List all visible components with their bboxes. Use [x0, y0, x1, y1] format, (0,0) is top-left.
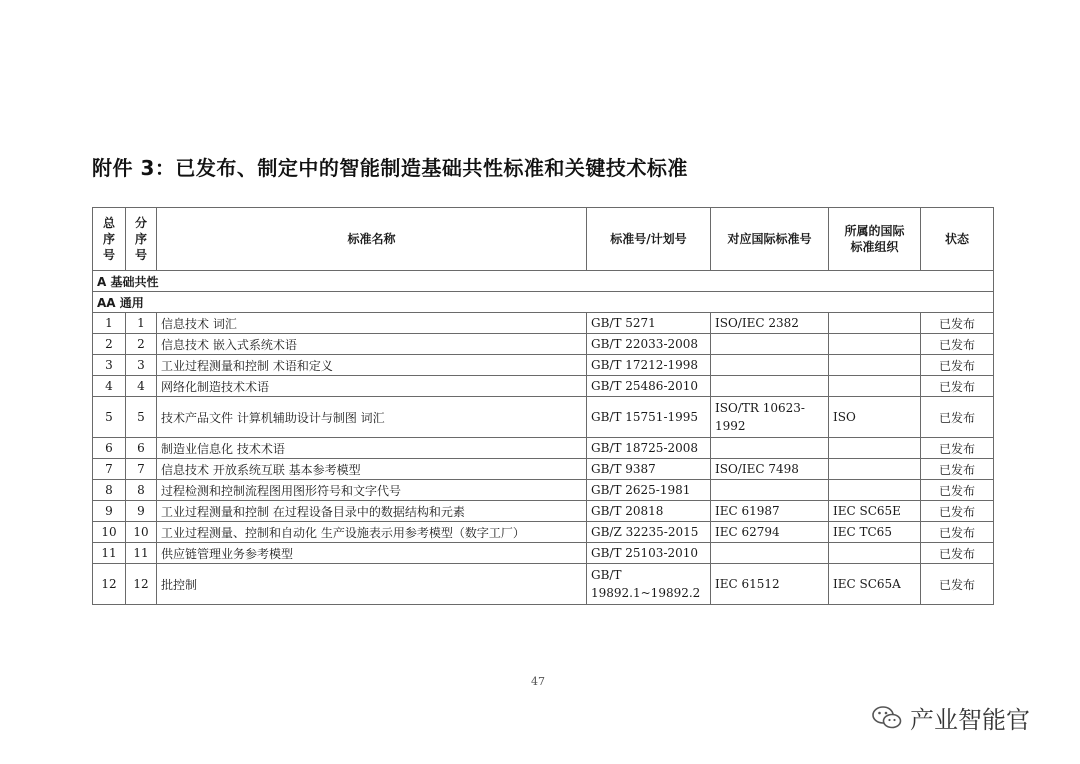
cell-standard-name: 信息技术 词汇 — [157, 313, 587, 334]
table-row — [93, 522, 994, 543]
section-row — [93, 271, 994, 292]
table-row — [93, 376, 994, 397]
cell-intl-org — [829, 543, 921, 564]
cell-sub-no: 6 — [126, 438, 157, 459]
cell-standard-number: GB/T 20818 — [587, 501, 711, 522]
cell-intl-org: ISO — [829, 397, 921, 438]
cell-status: 已发布 — [921, 376, 994, 397]
cell-intl-number: ISO/TR 10623-1992 — [711, 397, 829, 438]
cell-total-no: 12 — [93, 564, 126, 605]
cell-intl-number: ISO/IEC 7498 — [711, 459, 829, 480]
cell-standard-number: GB/T 17212-1998 — [587, 355, 711, 376]
table-row — [93, 501, 994, 522]
cell-sub-no: 10 — [126, 522, 157, 543]
cell-total-no: 6 — [93, 438, 126, 459]
cell-standard-name: 批控制 — [157, 564, 587, 605]
cell-intl-number — [711, 334, 829, 355]
cell-intl-org: IEC SC65E — [829, 501, 921, 522]
cell-status: 已发布 — [921, 480, 994, 501]
cell-intl-number — [711, 543, 829, 564]
cell-status: 已发布 — [921, 397, 994, 438]
header-standard-number: 标准号/计划号 — [587, 208, 711, 271]
wechat-icon — [872, 705, 902, 731]
cell-status: 已发布 — [921, 355, 994, 376]
table-row — [93, 564, 994, 605]
header-sub-no: 分 序 号 — [126, 208, 157, 271]
cell-intl-number — [711, 355, 829, 376]
cell-intl-number: IEC 61512 — [711, 564, 829, 605]
cell-sub-no: 9 — [126, 501, 157, 522]
cell-status: 已发布 — [921, 564, 994, 605]
table-row — [93, 334, 994, 355]
cell-status: 已发布 — [921, 334, 994, 355]
cell-standard-name: 技术产品文件 计算机辅助设计与制图 词汇 — [157, 397, 587, 438]
cell-status: 已发布 — [921, 438, 994, 459]
cell-intl-number: IEC 61987 — [711, 501, 829, 522]
header-row — [93, 208, 994, 271]
cell-sub-no: 7 — [126, 459, 157, 480]
header-total-no: 总 序 号 — [93, 208, 126, 271]
cell-standard-number: GB/T 15751-1995 — [587, 397, 711, 438]
header-intl-number: 对应国际标准号 — [711, 208, 829, 271]
cell-intl-org — [829, 459, 921, 480]
cell-sub-no: 1 — [126, 313, 157, 334]
cell-total-no: 5 — [93, 397, 126, 438]
cell-standard-name: 供应链管理业务参考模型 — [157, 543, 587, 564]
cell-total-no: 4 — [93, 376, 126, 397]
cell-status: 已发布 — [921, 459, 994, 480]
cell-status: 已发布 — [921, 313, 994, 334]
table-row — [93, 480, 994, 501]
cell-intl-org — [829, 376, 921, 397]
cell-sub-no: 8 — [126, 480, 157, 501]
cell-standard-number: GB/T 19892.1~19892.2 — [587, 564, 711, 605]
cell-standard-name: 信息技术 嵌入式系统术语 — [157, 334, 587, 355]
cell-sub-no: 11 — [126, 543, 157, 564]
cell-standard-name: 网络化制造技术术语 — [157, 376, 587, 397]
cell-total-no: 10 — [93, 522, 126, 543]
page-number: 47 — [531, 675, 545, 688]
cell-sub-no: 2 — [126, 334, 157, 355]
cell-standard-number: GB/T 25103-2010 — [587, 543, 711, 564]
cell-intl-number — [711, 480, 829, 501]
cell-intl-number: IEC 62794 — [711, 522, 829, 543]
cell-standard-name: 工业过程测量和控制 术语和定义 — [157, 355, 587, 376]
cell-total-no: 1 — [93, 313, 126, 334]
header-intl-org: 所属的国际 标准组织 — [829, 208, 921, 271]
cell-sub-no: 12 — [126, 564, 157, 605]
cell-standard-name: 信息技术 开放系统互联 基本参考模型 — [157, 459, 587, 480]
cell-standard-number: GB/T 9387 — [587, 459, 711, 480]
cell-status: 已发布 — [921, 543, 994, 564]
cell-standard-name: 制造业信息化 技术术语 — [157, 438, 587, 459]
cell-total-no: 11 — [93, 543, 126, 564]
table-row — [93, 459, 994, 480]
cell-total-no: 8 — [93, 480, 126, 501]
cell-intl-org — [829, 313, 921, 334]
table-row — [93, 543, 994, 564]
cell-sub-no: 3 — [126, 355, 157, 376]
table-row — [93, 397, 994, 438]
cell-intl-org — [829, 438, 921, 459]
cell-status: 已发布 — [921, 522, 994, 543]
cell-standard-number: GB/T 22033-2008 — [587, 334, 711, 355]
watermark-text: 产业智能官 — [910, 706, 1030, 734]
cell-intl-number — [711, 376, 829, 397]
watermark — [872, 700, 1030, 735]
header-standard-name: 标准名称 — [157, 208, 587, 271]
cell-status: 已发布 — [921, 501, 994, 522]
table-row — [93, 313, 994, 334]
cell-intl-number — [711, 438, 829, 459]
cell-standard-name: 工业过程测量和控制 在过程设备目录中的数据结构和元素 — [157, 501, 587, 522]
header-status: 状态 — [921, 208, 994, 271]
cell-sub-no: 5 — [126, 397, 157, 438]
cell-sub-no: 4 — [126, 376, 157, 397]
cell-intl-org: IEC TC65 — [829, 522, 921, 543]
table-row — [93, 438, 994, 459]
cell-standard-number: GB/Z 32235-2015 — [587, 522, 711, 543]
cell-standard-number: GB/T 5271 — [587, 313, 711, 334]
cell-standard-name: 过程检测和控制流程图用图形符号和文字代号 — [157, 480, 587, 501]
cell-intl-org — [829, 355, 921, 376]
cell-intl-org — [829, 480, 921, 501]
cell-intl-org — [829, 334, 921, 355]
cell-total-no: 2 — [93, 334, 126, 355]
cell-standard-number: GB/T 18725-2008 — [587, 438, 711, 459]
cell-intl-org: IEC SC65A — [829, 564, 921, 605]
cell-standard-name: 工业过程测量、控制和自动化 生产设施表示用参考模型（数字工厂） — [157, 522, 587, 543]
standards-table — [92, 207, 994, 605]
cell-intl-number: ISO/IEC 2382 — [711, 313, 829, 334]
table-row — [93, 355, 994, 376]
section-row — [93, 292, 994, 313]
cell-standard-number: GB/T 25486-2010 — [587, 376, 711, 397]
cell-total-no: 9 — [93, 501, 126, 522]
document-title: 附件 3：已发布、制定中的智能制造基础共性标准和关键技术标准 — [92, 156, 688, 180]
cell-total-no: 7 — [93, 459, 126, 480]
cell-total-no: 3 — [93, 355, 126, 376]
cell-standard-number: GB/T 2625-1981 — [587, 480, 711, 501]
section-a-label: A 基础共性 — [93, 271, 994, 292]
section-aa-label: AA 通用 — [93, 292, 994, 313]
